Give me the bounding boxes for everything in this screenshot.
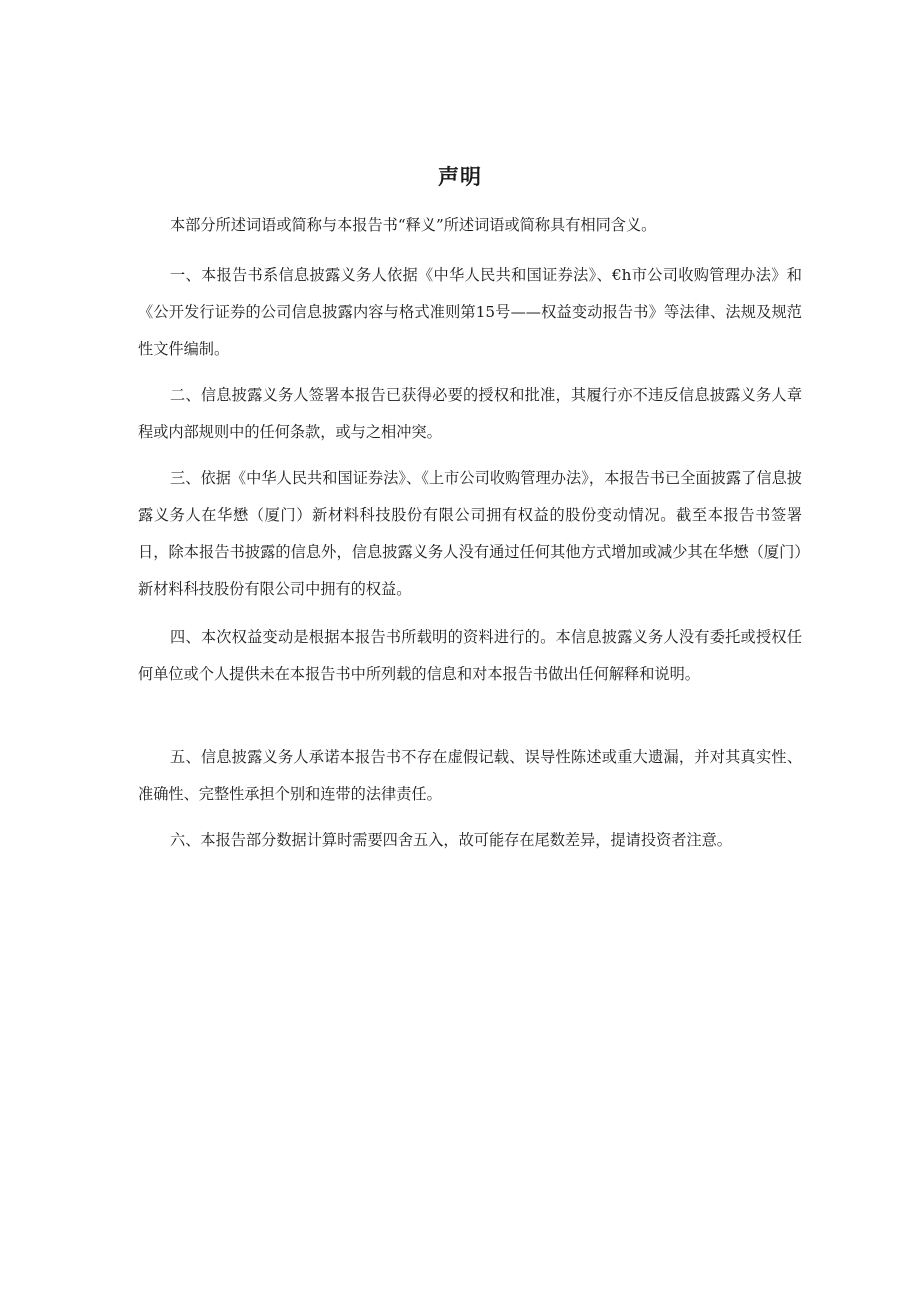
paragraph-definitions-note: 本部分所述词语或简称与本报告书“释义”所述词语或简称具有相同含义。 [170, 216, 657, 234]
paragraph-statement-3: 三、依据《中华人民共和国证券法》、《上市公司收购管理办法》，本报告书已全面披露了信息披露义务人在华懋（厦门）新材料科技股份有限公司拥有权益的股份变动情况。截至本报告书签署日，除本报告书披露的信息外，信息披露义务人没有通过任何其他方式增加或减少其在华懋（厦门）新材料科技股份有限公司中拥有的权益。 [138, 469, 802, 598]
paragraph-statement-6: 六、本报告部分数据计算时需要四舍五入，故可能存在尾数差异，提请投资者注意。 [170, 831, 732, 849]
paragraph-statement-1: 一、本报告书系信息披露义务人依据《中华人民共和国证券法》、€h市公司收购管理办法》和《公开发行证券的公司信息披露内容与格式准则第15号——权益变动报告书》等法律、法规及规范性文件编制。 [138, 266, 802, 358]
paragraph-statement-4: 四、本次权益变动是根据本报告书所载明的资料进行的。本信息披露义务人没有委托或授权任何单位或个人提供未在本报告书中所列载的信息和对本报告书做出任何解释和说明。 [138, 628, 802, 683]
paragraph-statement-2: 二、信息披露义务人签署本报告已获得必要的授权和批准，其履行亦不违反信息披露义务人章程或内部规则中的任何条款，或与之相冲突。 [138, 386, 802, 441]
page-title: 声明 [438, 165, 482, 189]
paragraph-statement-5: 五、信息披露义务人承诺本报告书不存在虚假记载、误导性陈述或重大遗漏，并对其真实性、准确性、完整性承担个别和连带的法律责任。 [138, 748, 802, 803]
